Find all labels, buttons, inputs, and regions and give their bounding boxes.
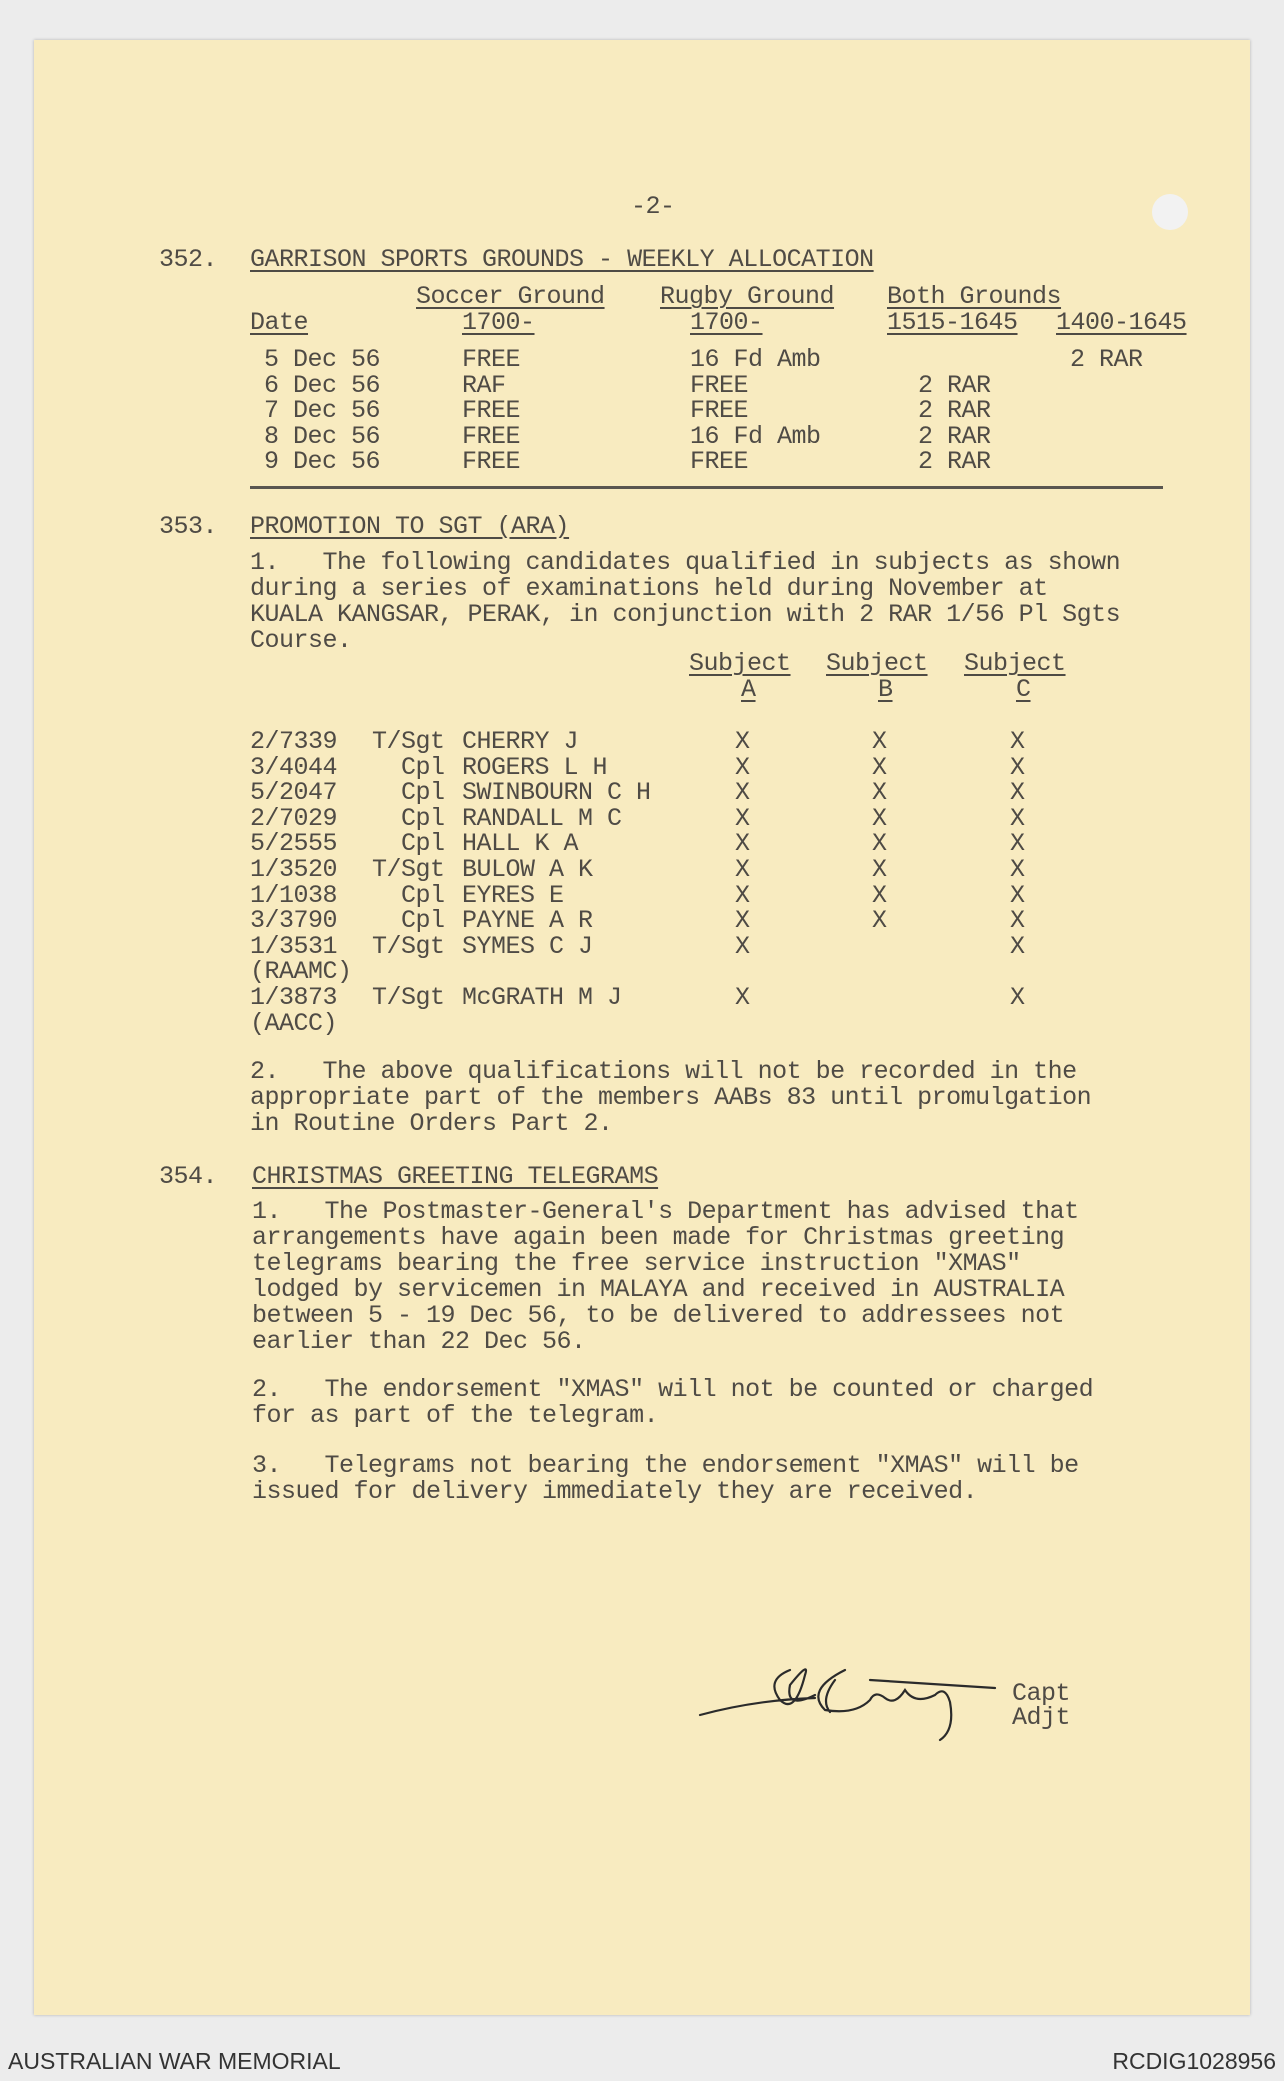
- subject-letter: C: [1016, 675, 1031, 704]
- paragraph-line: earlier than 22 Dec 56.: [252, 1327, 586, 1356]
- paragraph-line: 1. The following candidates qualified in subjects as shown: [250, 548, 1121, 577]
- candidate-number: 5/2047: [250, 778, 338, 808]
- candidate-unit: (AACC): [250, 1008, 338, 1038]
- candidate-name: RANDALL M C: [462, 803, 622, 833]
- candidate-rank: Cpl: [401, 778, 445, 808]
- candidate-rank: Cpl: [401, 803, 445, 833]
- allocation-both-1515: 2 RAR: [918, 370, 991, 400]
- candidate-name: BULOW A K: [462, 855, 593, 884]
- allocation-soccer: FREE: [462, 345, 521, 374]
- candidate-rank: T/Sgt: [372, 855, 445, 884]
- signature-rank: Capt: [1012, 1679, 1071, 1708]
- candidate-name: EYRES E: [462, 880, 564, 910]
- footer-id: RCDIG1028956: [1112, 2048, 1276, 2074]
- candidate-rank: T/Sgt: [372, 983, 445, 1012]
- paragraph-line: arrangements have again been made for Christmas greeting: [252, 1223, 1065, 1252]
- subject-a-mark: X: [735, 829, 750, 859]
- subject-b-mark: X: [872, 880, 887, 910]
- header-rugby-time: 1700-: [690, 308, 763, 337]
- paragraph-line: during a series of examinations held during November at: [250, 574, 1048, 603]
- subject-b-mark: X: [872, 803, 887, 833]
- paragraph-line: in Routine Orders Part 2.: [250, 1109, 613, 1138]
- subject-a-mark: X: [735, 983, 750, 1012]
- allocation-rugby: 16 Fd Amb: [690, 345, 821, 374]
- footer-source: AUSTRALIAN WAR MEMORIAL: [8, 2048, 341, 2074]
- subject-c-mark: X: [1010, 829, 1025, 859]
- allocation-both-1515: 2 RAR: [918, 447, 991, 477]
- candidate-rank: Cpl: [401, 829, 445, 859]
- section-354-number: 354.: [159, 1162, 218, 1191]
- candidate-number: 1/3520: [250, 855, 338, 884]
- candidate-number: 3/4044: [250, 752, 338, 782]
- candidate-number: 5/2555: [250, 829, 338, 859]
- allocation-both-1400: 2 RAR: [1070, 345, 1143, 374]
- header-both-time2: 1400-1645: [1056, 308, 1187, 337]
- candidate-rank: T/Sgt: [372, 727, 445, 756]
- paragraph-line: Course.: [250, 626, 352, 655]
- allocation-date: 9 Dec 56: [264, 447, 381, 477]
- candidate-number: 3/3790: [250, 906, 338, 936]
- subject-c-mark: X: [1010, 880, 1025, 910]
- header-both: Both Grounds: [887, 282, 1062, 311]
- subject-c-mark: X: [1010, 803, 1025, 833]
- paragraph-line: 2. The above qualifications will not be recorded in the: [250, 1057, 1077, 1086]
- subject-c-mark: X: [1010, 752, 1025, 782]
- subject-a-mark: X: [735, 855, 750, 884]
- subject-b-mark: X: [872, 752, 887, 782]
- candidate-number: 1/1038: [250, 880, 338, 910]
- section-353-title: PROMOTION TO SGT (ARA): [250, 512, 570, 541]
- subject-a-mark: X: [735, 752, 750, 782]
- candidate-name: McGRATH M J: [462, 983, 622, 1012]
- subject-a-mark: X: [735, 778, 750, 808]
- candidate-number: 2/7029: [250, 803, 338, 833]
- candidate-rank: Cpl: [401, 880, 445, 910]
- allocation-rugby: FREE: [690, 447, 749, 477]
- candidate-name: SWINBOURN C H: [462, 778, 651, 808]
- subject-c-mark: X: [1010, 855, 1025, 884]
- candidate-name: PAYNE A R: [462, 906, 593, 936]
- paragraph-line: 1. The Postmaster-General's Department has advised that: [252, 1197, 1079, 1226]
- candidate-name: HALL K A: [462, 829, 579, 859]
- subject-c-mark: X: [1010, 906, 1025, 936]
- allocation-soccer: FREE: [462, 447, 521, 477]
- subject-b-mark: X: [872, 855, 887, 884]
- subject-b-mark: X: [872, 906, 887, 936]
- candidate-rank: Cpl: [401, 752, 445, 782]
- header-both-time1: 1515-1645: [887, 308, 1018, 337]
- allocation-date: 8 Dec 56: [264, 421, 381, 451]
- candidate-number: 2/7339: [250, 727, 338, 756]
- subject-b-mark: X: [872, 778, 887, 808]
- allocation-soccer: FREE: [462, 421, 521, 451]
- paragraph-line: telegrams bearing the free service instruction "XMAS": [252, 1249, 1021, 1278]
- allocation-both-1515: 2 RAR: [918, 396, 991, 426]
- subject-header: Subject: [964, 649, 1066, 678]
- subject-a-mark: X: [735, 803, 750, 833]
- subject-b-mark: X: [872, 829, 887, 859]
- subject-letter: B: [878, 675, 893, 704]
- subject-a-mark: X: [735, 906, 750, 936]
- handwritten-signature: [695, 1640, 1015, 1750]
- candidate-rank: Cpl: [401, 906, 445, 936]
- candidate-unit: (RAAMC): [250, 957, 352, 987]
- section-352-title: GARRISON SPORTS GROUNDS - WEEKLY ALLOCATION: [250, 245, 874, 274]
- header-date: Date: [250, 308, 309, 337]
- subject-c-mark: X: [1010, 778, 1025, 808]
- subject-c-mark: X: [1010, 983, 1025, 1012]
- signature-role: Adjt: [1012, 1703, 1071, 1732]
- paragraph-line: between 5 - 19 Dec 56, to be delivered to addressees not: [252, 1301, 1065, 1330]
- allocation-soccer: FREE: [462, 396, 521, 426]
- section-353-number: 353.: [159, 512, 218, 541]
- punch-hole: [1152, 194, 1188, 230]
- section-354-title: CHRISTMAS GREETING TELEGRAMS: [252, 1162, 659, 1191]
- subject-c-mark: X: [1010, 931, 1025, 961]
- paragraph-line: lodged by servicemen in MALAYA and received in AUSTRALIA: [252, 1275, 1065, 1304]
- allocation-date: 5 Dec 56: [264, 345, 381, 374]
- candidate-name: SYMES C J: [462, 931, 593, 961]
- allocation-date: 7 Dec 56: [264, 396, 381, 426]
- subject-a-mark: X: [735, 931, 750, 961]
- allocation-rugby: 16 Fd Amb: [690, 421, 821, 451]
- header-rugby: Rugby Ground: [660, 282, 835, 311]
- paragraph-line: 3. Telegrams not bearing the endorsement "XMAS" will be: [252, 1451, 1079, 1480]
- candidate-number: 1/3873: [250, 983, 338, 1012]
- allocation-both-1515: 2 RAR: [918, 421, 991, 451]
- header-soccer: Soccer Ground: [416, 282, 605, 311]
- page-number: -2-: [631, 192, 675, 221]
- allocation-soccer: RAF: [462, 370, 506, 400]
- candidate-name: CHERRY J: [462, 727, 579, 756]
- section-352-number: 352.: [159, 245, 218, 274]
- subject-header: Subject: [689, 649, 791, 678]
- paragraph-line: appropriate part of the members AABs 83 until promulgation: [250, 1083, 1092, 1112]
- candidate-name: ROGERS L H: [462, 752, 608, 782]
- subject-a-mark: X: [735, 727, 750, 756]
- subject-header: Subject: [826, 649, 928, 678]
- candidate-rank: T/Sgt: [372, 931, 445, 961]
- candidate-number: 1/3531: [250, 931, 338, 961]
- subject-a-mark: X: [735, 880, 750, 910]
- paragraph-line: for as part of the telegram.: [252, 1401, 659, 1430]
- paragraph-line: issued for delivery immediately they are received.: [252, 1477, 978, 1506]
- paragraph-line: KUALA KANGSAR, PERAK, in conjunction with 2 RAR 1/56 Pl Sgts: [250, 600, 1121, 629]
- allocation-rugby: FREE: [690, 370, 749, 400]
- subject-letter: A: [741, 675, 756, 704]
- allocation-rugby: FREE: [690, 396, 749, 426]
- paragraph-line: 2. The endorsement "XMAS" will not be counted or charged: [252, 1375, 1094, 1404]
- subject-b-mark: X: [872, 727, 887, 756]
- header-soccer-time: 1700-: [462, 308, 535, 337]
- table-rule: [250, 486, 1163, 489]
- subject-c-mark: X: [1010, 727, 1025, 756]
- allocation-date: 6 Dec 56: [264, 370, 381, 400]
